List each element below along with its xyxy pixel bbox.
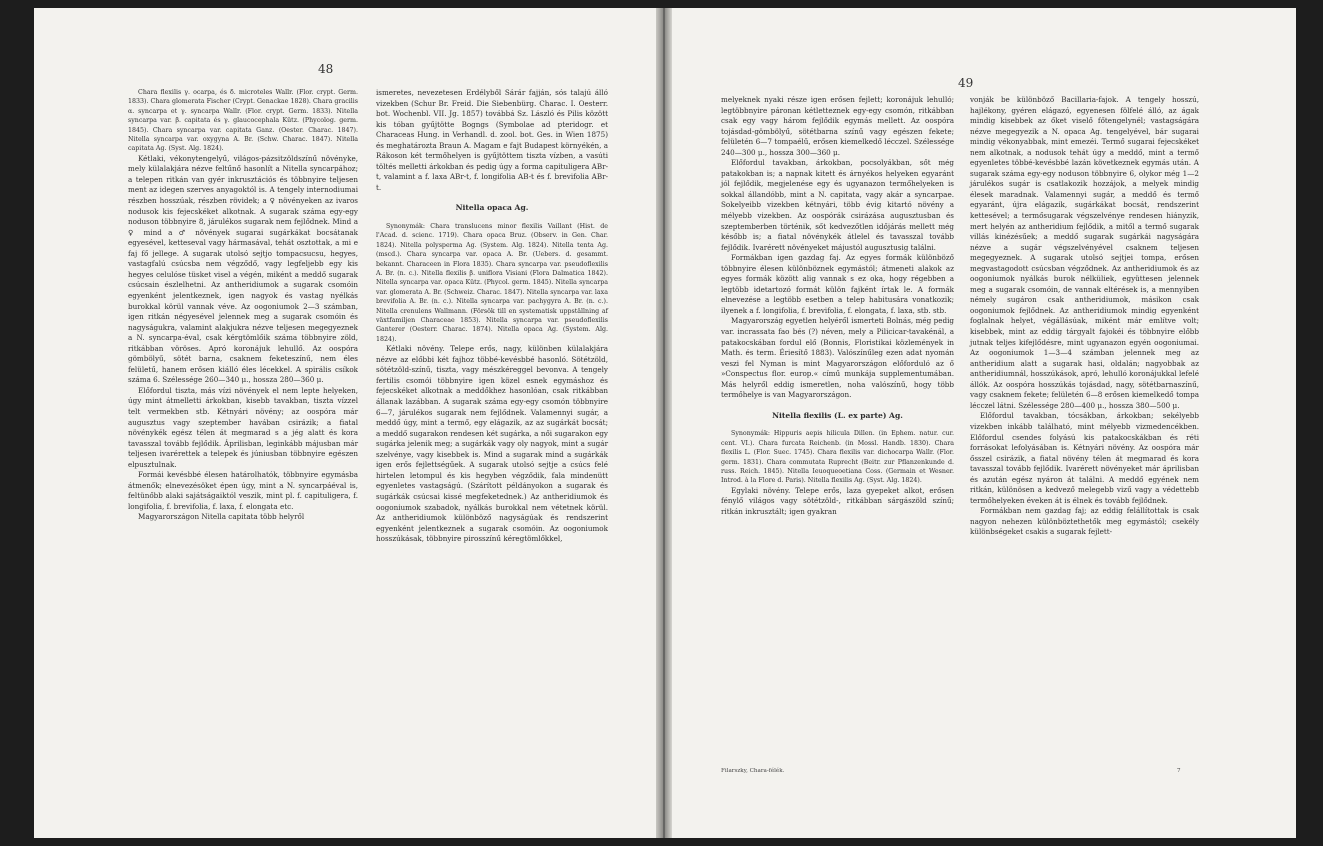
body-paragraph: Magyarország egyetlen helyéről ismerteti Bolnás, még pedig var. incrassata fao bés (?) néven, mely a Pilicicar-tavakénál, a patakocskában fordul elő (Bonnis, Floristikai közlemények in Math. és term. Ériesítő 1883). Valószínűleg ezen adat nyomán veszi fel Nyman is mint Magyarországon előforduló az ő »Conspectus flor. europ.« című munkája supplementumában. Más helyről eddig ismeretlen, noha valószínű, hogy több termőhelye is van Magyarországon.: [721, 316, 954, 400]
body-paragraph: melyeknek nyaki része igen erősen fejlett; koronájuk lehulló; legtöbbnyire páronan kétletteznek egy-egy csomón, ritkábban csak egy vagy három fejlődik egymás mellett. Az oospóra tojásdad-gömbölyű, sötétbarna színű vagy egészen fekete; felületén 6—7 tompaélű, erősen kiemelkedő lécczel. Szélessége 240—300 μ., hossza 300—360 μ.: [721, 95, 954, 157]
body-paragraph: vonják be különböző Bacillaria-fajok. A tengely hosszú, hajlékony, gyéren elágazó, egyenesen fölfelé álló, az ágak mindig kisebbek az őket viselő főtengelynél; vastagságára nézve megegyezik a N. opaca Ag. tengelyével, bár sugarai mindig vékonyabbak, mint emezéi. Termő sugarai fejecskéket nem alkotnak, a nodusok tehát úgy a meddő, mint a termő egyenletes többé-kevésbbé lazán következnek egymás után. A sugarak száma egy-egy noduson többnyire 6, olykor még 1—2 járulékos sugár is csatlakozik hozzájok, a melyek mindig élesek maradnak. Valamennyi sugár, a meddő és termő egyaránt, újra elágazik, sugárkákat bocsát, rendszerint kettesével; a termősugarak végszelvénye rendesen hiányzik, mert helyén az antheridium fejlődik, a mitől a termő sugarak villás kinézésűek; a meddő sugarak sugárkái nagyságára nézve a sugár végszelvényével csaknem teljesen megegyeznek. A sugarak utolsó sejtjei tompa, erősen megvastagodott csúcsban végződnek. Az antheridiumok és az oogoniumok nyálkás burok nélküliek, együttesen jelennek meg a sugarak csomóin, de vannak eltérések is, a mennyiben némely sugáron csak antheridiumok, másikon csak oogoniumok fejlődnek. Az antheridiumok mindig egyenként foglalnak helyet, végállásúak, miként már említve volt; kisebbek, mint az eddig tárgyalt fajokéi és többnyire előbb jutnak teljes kifejlődésre, mint ugyanazon egyén oogoniumai. Az oogoniumok 1—3—4 számban jelennek meg az antheridium alatt a sugarak hasi, oldalán; nagyobbak az antheridiumnál, hosszúkások, apró, lehulló koronájukkal lefelé állók. Az oospóra hosszúkás tojásdad, nagy, sötétbarnaszínű, vagy csaknem fekete; felületén 6—8 erősen kiemelkedő tompa lécczel látni. Szélessége 280—400 μ., hossza 380—500 μ.: [970, 95, 1199, 410]
body-paragraph: Formákban nem gazdag faj; az eddig felállítottak is csak nagyon nehezen különböztethetők meg egymástól; csekély különbségeket csakis a sugarak fejlett-: [970, 506, 1199, 537]
body-paragraph: Egylaki növény. Telepe erős, laza gyepeket alkot, erősen fénylő világos vagy sötétzöld-, ritkábban sárgászöld színű; ritkán inkrusztált; igen gyakran: [721, 485, 954, 516]
section-heading: Nitella flexilis (L. ex parte) Ag.: [772, 410, 903, 420]
synonym-paragraph: Chara flexilis γ. ocarpa, és δ. microteles Wallr. (Flor. crypt. Germ. 1833). Chara glomerata Fischer (Crypt. Genackae 1828). Chara gracilis α. syncarpa et γ. syncarpa Wallr. (Flor. crypt. Germ. 1833). Nitella syncarpa var. β. capitata és γ. glaucocephala Kütz. (Phycolog. germ. 1845). Chara syncarpa var. capitata Ganz. (Oester. Charac. 1847). Nitella syncarpa var. oxygyna A. Br. (Schw. Charac. 1847). Nitella capitata Ag. (Syst. Alg. 1824).: [128, 89, 358, 153]
synonym-paragraph: Synonymák: Hippuris aepis hilicula Dillen. (in Ephem. natur. cur. cent. VI.). Chara furcata Reichenb. (in Mossl. Handb. 1830). Chara flexilis L. (Flor. Suec. 1745). Chara flexilis var. dichocarpa Wallr. (Flor. germ. 1831). Chara commutata Ruprecht (Beitr. zur Pflanzenkunde d. russ. Reich. 1845). Nitella Ieuoqueoetiana Coss. (Germain et Wesner. Introd. à la Flore d. Paris). Nitella flexilis Ag. (Syst. Alg. 1824).: [721, 430, 954, 485]
body-paragraph: Formákban igen gazdag faj. Az egyes formák különböző többnyire élesen különböznek egymástól; átmeneti alakok az egyes formák között alig vannak s ez oka, hogy régebben a legtöbb idetartozó formát külön fajként írtak le. A formák elnevezése a legtöbb esetben a telep habitusára vonatkozik; ilyenek a f. longifolia, f. brevifolia, f. elongata, f. laxa, stb. stb.: [721, 253, 954, 315]
body-paragraph: Kétlaki, vékonytengelyű, világos-pázsitzöldszínű növényke, mely külalakjára nézve feltűnő hasonlít a Nitella syncarpához; a telepen ritkán van gyér inkrusztációs és többnyire teljesen ment az idegen szerves anyagoktól is. A tengely internodiumai részben hosszúak, részben rövidek; a ♀ növényeken az ivaros nodusok kis fejecskéket alkotnak. A sugarak száma egy-egy noduson többnyire 8, járulékos sugarak nem fejlődnek. Mind a ♀ mind a ♂ növények sugarai sugárkákat bocsátanak egyesével, ketteseval vagy hármasával, tehát osztottak, a mi e faj fő jellege. A sugarak utolsó sejtjo tompacsucsu, hegyes, vastagfalú csúcsba nem végződő, vagy legfeljebb egy kis hegyes celulóse tüsket visel a végén, miként a meddő sugarak csúcsain észlelhetni. Az antheridiumok a sugarak csomóin egyenként jelentkeznek, igen nagyok és vastag nyélkás burokkal körül vannak véve. Az oogoniumok 2—3 számban, igen ritkán négyesével jelennek meg a sugarak csomóin és nagyságukra, valamint alakjukra nézve teljesen megegyeznek a N. syncarpa-éval, csak kérgtömlőik száma többnyire zöld, ritkábban vöröses. Apró koronájuk lehullő. Az oospóra gömbölyű, sötét barna, csaknem feketeszínű, nem éles felületű, hanem erősen kiálló éles lécekkel. A spirális csíkok száma 6. Szélessége 260—340 μ., hossza 280—360 μ.: [128, 153, 358, 385]
section-heading: Nitella opaca Ag.: [455, 203, 529, 213]
right-page-column-1: [721, 95, 954, 517]
book-gutter: [656, 8, 672, 838]
right-page-column-2: [970, 95, 1199, 538]
body-paragraph: Formái kevésbbé élesen határolhatók, többnyire egymásba átmenők; elnevezésöket épen úgy, mint a N. syncarpáéval is, feltünőbb alaki sajátságaiktól veszik, mint pl. f. capituligera, f. longifolia, f. brevifolia, f. laxa, f. elongata etc.: [128, 470, 358, 511]
body-paragraph: Kétlaki növény. Telepe erős, nagy, különben külalakjára nézve az előbbi két fajhoz többé-kevésbbé hasonló. Sötétzöld, sötétzöld-színű, tiszta, vagy mészkéreggel bevonva. A tengely fertilis csomói többnyire igen közel esnek egymáshoz és fejecskéket alkotnak a meddőkhez hasonlóan, csak ritkábban állanak lazábban. A sugarak száma egy-egy csomón többnyire 6—7, járulékos sugarak nem fejlődnek. Valamennyi sugár, a meddő úgy, mint a termő, egy elágazik, az az sugárkát bocsát; a meddő sugarakon rendesen két sugárka, a női sugarakon egy sugárka jelenik meg; a sugárkák vagy oly nagyok, mint a sugár szelvénye, vagy kisebbek is. Mind a sugarak mind a sugárkák igen erős fejlettségűek. A sugarak utolsó sejtje a csúcs felé hirtelen letompul és kis hegyben végződik, fala mindenütt egyenletes vastagságú. (Szárított példányokon a sugarak és sugárkák csúcsai kissé megfeketednek.) Az antheridiumok és oogoniumok szabadok, nyálkás burokkal nem vétetnek körül. Az antheridiumok különböző nagyságúak és rendszerint egyenként jelentkeznek a sugarak csomóin. Az oogoniumok hosszúkásak, többnyire pirosszínű kéregtömlőkkel,: [376, 344, 608, 544]
left-page: [34, 8, 656, 838]
footer-author: Filarszky, Chara-félék.: [721, 768, 785, 774]
page-number-left: 48: [318, 62, 334, 76]
signature-mark: 7: [1177, 768, 1181, 774]
body-paragraph: Előfordul tavakban, árkokban, pocsolyákban, sőt még patakokban is; a napnak kitett és árnyékos helyeken egyaránt jól fejlődik, megjelenése egy és ugyanazon termőhelyeken is sokkal állandóbb, mint a N. capitata, vagy akár a syncarpae. Sokelyeibb vizekben kétnyári, több évig kitartó növény a mélyebb vizekben. Az oospórák csirázása augusztusban és szeptemberben történik, sőt kedvezőtlen időjárás mellett még később is; a fiatal növénykék átlelel és tavasszal tovább fejlődik. Ivarérett növényeket májustól augusztusig találni.: [721, 158, 954, 252]
left-page-column-1: [128, 88, 358, 523]
body-paragraph: Magyarországon Nitella capitata több helyről: [138, 512, 305, 522]
left-page-column-2: [376, 88, 608, 545]
right-page: [672, 8, 1296, 838]
page-number-right: 49: [958, 76, 974, 90]
body-paragraph: ismeretes, nevezetesen Erdélyből Sárár fajján, sós talajú álló vizekben (Schur Br. Freid. Die Siebenbürg. Charac. I. Oesterr. bot. Wochenbl. VII. Jg. 1857) továbbá Sz. László és Pilis között kis tóban gyűjtötte Bogngs (Symbolae ad pteridogr. et Characeas Hung. in Verhandl. d. zool. bot. Ges. in Wien 1875) és meghatározta Braun A. Magam e fajt Budapest környékén, a Rákoson két termőhelyen is gyűjtöttem tiszta vízben, a vasúti töltés melletti árkokban és pedig úgy a forma capituligera ABr-t, valamint a f. laxa ABr-t, f. longifolia AB-t és f. brevifolia ABr-t.: [376, 88, 608, 192]
body-paragraph: Előfordul tiszta, más vízi növények el nem lepte helyeken, úgy mint átmelletti árkokban, kisebb tavakban, tiszta vízzel telt vermekben stb. Kétnyári növény; az oospóra már augusztus vagy szeptember havában csirázik; a fiatal növénykék egész télen át megmarad s a jég alatt és kora tavasszal tovább fejlődik. Áprilisban, leginkább májusban már teljesen ivarérettek a telepek és júniusban többnyire egészen elpusztulnak.: [128, 385, 358, 469]
synonym-paragraph: Synonymák: Chara translucens minor flexilis Vaillant (Hist. de l'Acad. d. scienc. 1719). Chara opaca Bruz. (Observ. in Gen. Char. 1824). Nitella polysperma Ag. (System. Alg. 1824). Nitella tenta Ag. (mscd.). Chara syncarpa var. opaca A. Br. (Uebers. d. gesammt. bekannt. Characeen in Flora 1835). Chara syncarpa var. pseudoflexilis A. Br. (n. c.). Nitella flexilis β. uniflora Visiani (Flora Dalmatica 1842). Nitella syncarpa var. opaca Kütz. (Phycol. germ. 1845). Nitella syncarpa var. glomerata A. Br. (Schweiz. Charac. 1847). Nitella syncarpa var. laxa brevifolia A. Br. (n. c.). Nitella syncarpa var. pachygyra A. Br. (n. c.). Nitella crenulens Wallmann. (Försök till en systematisk uppställning af växtfamiljen Characeae 1853). Nitella syncarpa var. pseudoflexilis Ganterer (Oesterr. Charac. 1874). Nitella opaca Ag. (System. Alg. 1824).: [376, 223, 608, 343]
body-paragraph: Előfordul tavakban, tócsákban, árkokban; sekélyebb vizekben inkább található, mint mélyebb vizmedencékben. Előfordul csendes folyású kis patakocskákban és réti forrásokat lefolyásában is. Kétnyári növény. Az oospóra már ősszel csirázik, a fiatal növény télen át megmarad és kora tavasszal tovább fejlődik. Ivarérett növényeket már áprilisban és azután egész nyáron át találni. A meddő egyének nem ritkán, különösen a kedvező melegebb vizű vagy a védettebb termőhelyeken éveken át is élnek és tovább fejlődnek.: [970, 411, 1199, 505]
